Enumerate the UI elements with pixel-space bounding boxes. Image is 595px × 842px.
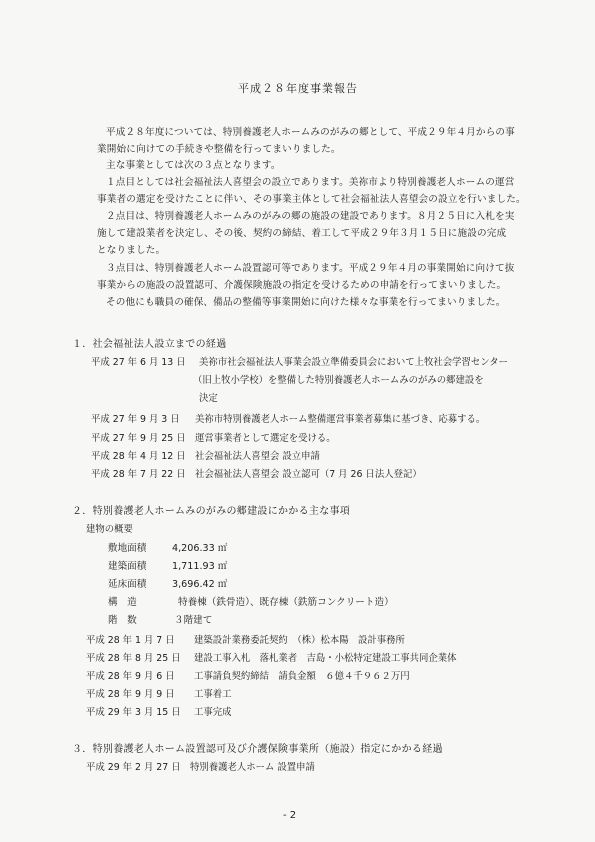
page-title: 平成２８年度事業報告 — [238, 82, 358, 95]
timeline-date: 平成 27 年 6 月 13 日 — [91, 357, 186, 368]
timeline-text: 建設工事入札 落札業者 吉島・小松特定建設工事共同企業体 — [194, 653, 457, 664]
intro-line: ２点目は、特別養護老人ホームみのがみの郷の施設の建設であります。８月２５日に入札を実 — [106, 211, 515, 222]
timeline-date: 平成 28 年 8 月 25 日 — [86, 653, 181, 664]
timeline-text: 工事着工 — [194, 689, 232, 700]
timeline-text: 特別養護老人ホーム 設置申請 — [190, 762, 315, 773]
building-overview-heading: 建物の概要 — [86, 524, 133, 535]
intro-line: 平成２８年度については、特別養護老人ホームみのがみの郷として、平成２９年４月からの事 — [106, 127, 515, 138]
timeline-date: 平成 28 年 9 月 9 日 — [86, 689, 175, 700]
timeline-date: 平成 28 年 9 月 6 日 — [86, 671, 175, 682]
section-heading: ２．特別養護老人ホームみのがみの郷建設にかかる主な事項 — [72, 506, 351, 517]
timeline-text: 美祢市社会福祉法人事業会設立準備委員会において上牧社会学習センター — [199, 357, 509, 368]
building-value: 1,711.93 ㎡ — [172, 561, 228, 572]
intro-line: １点目としては社会福祉法人喜望会の設立であります。美祢市より特別養護老人ホームの運営 — [106, 177, 515, 188]
timeline-text: 美祢市特別養護老人ホーム整備運営事業者募集に基づき、応募する。 — [195, 414, 486, 425]
timeline-text: 運営事業者として選定を受ける。 — [195, 433, 336, 444]
building-label: 構 造 — [108, 597, 137, 608]
page-number: - 2 — [283, 810, 297, 821]
timeline-text: 工事請負契約締結 請負金額 ６億４千９６２万円 — [194, 671, 410, 682]
building-label: 建築面積 — [108, 561, 147, 572]
timeline-text: 建築設計業務委託契約 （株）松本陽 設計事務所 — [194, 635, 405, 646]
timeline-text: 工事完成 — [194, 707, 232, 718]
timeline-text: 決定 — [199, 393, 218, 404]
building-label: 敷地面積 — [108, 543, 147, 554]
intro-line: ３点目は、特別養護老人ホーム設置認可等であります。平成２９年４月の事業開始に向けて抜 — [106, 263, 515, 274]
intro-line: その他にも職員の確保、備品の整備等事業開始に向けた様々な事業を行ってまいりました。 — [106, 297, 506, 308]
intro-line: となりました。 — [97, 245, 166, 256]
intro-line: 主な事業としては次の３点となります。 — [106, 160, 281, 171]
section-heading: １．社会福祉法人設立までの経過 — [72, 339, 227, 350]
timeline-date: 平成 28 年 4 月 12 日 — [91, 451, 186, 462]
timeline-date: 平成 28 年 7 月 22 日 — [91, 469, 186, 480]
section-heading: ３．特別養護老人ホーム設置認可及び介護保険事業所（施設）指定にかかる経過 — [72, 744, 443, 755]
timeline-text: （旧上牧小学校）を整備した特別養護老人ホームみのがみの郷建設を — [193, 375, 484, 386]
building-value: 3,696.42 ㎡ — [172, 579, 228, 590]
timeline-text: 社会福祉法人喜望会 設立認可（7 月 26 日法人登記） — [195, 469, 422, 480]
timeline-date: 平成 27 年 9 月 3 日 — [91, 414, 180, 425]
intro-line: 事業者の選定を受けたことに伴い、その事業主体として社会福祉法人喜望会の設立を行いました。 — [97, 194, 526, 205]
building-label: 延床面積 — [108, 579, 147, 590]
timeline-date: 平成 29 年 2 月 27 日 — [86, 762, 181, 773]
building-value: 4,206.33 ㎡ — [172, 543, 228, 554]
timeline-date: 平成 28 年 1 月 7 日 — [86, 635, 175, 646]
timeline-text: 社会福祉法人喜望会 設立申請 — [195, 451, 320, 462]
timeline-date: 平成 29 年 3 月 15 日 — [86, 707, 181, 718]
timeline-date: 平成 27 年 9 月 25 日 — [91, 433, 186, 444]
intro-line: 施して建設業者を決定し、その後、契約の締結、着工して平成２９年３月１５日に施設の完成 — [97, 228, 507, 239]
building-value: 特養棟（鉄骨造）、既存棟（鉄筋コンクリート造） — [178, 597, 394, 608]
intro-line: 業開始に向けての手続きや整備を行ってまいりました。 — [97, 144, 341, 155]
building-value: ３階建て — [174, 615, 213, 626]
intro-line: 事業からの施設の設置認可、介護保険施設の指定を受けるための申請を行ってまいりました。 — [97, 280, 507, 291]
building-label: 階 数 — [108, 615, 137, 626]
